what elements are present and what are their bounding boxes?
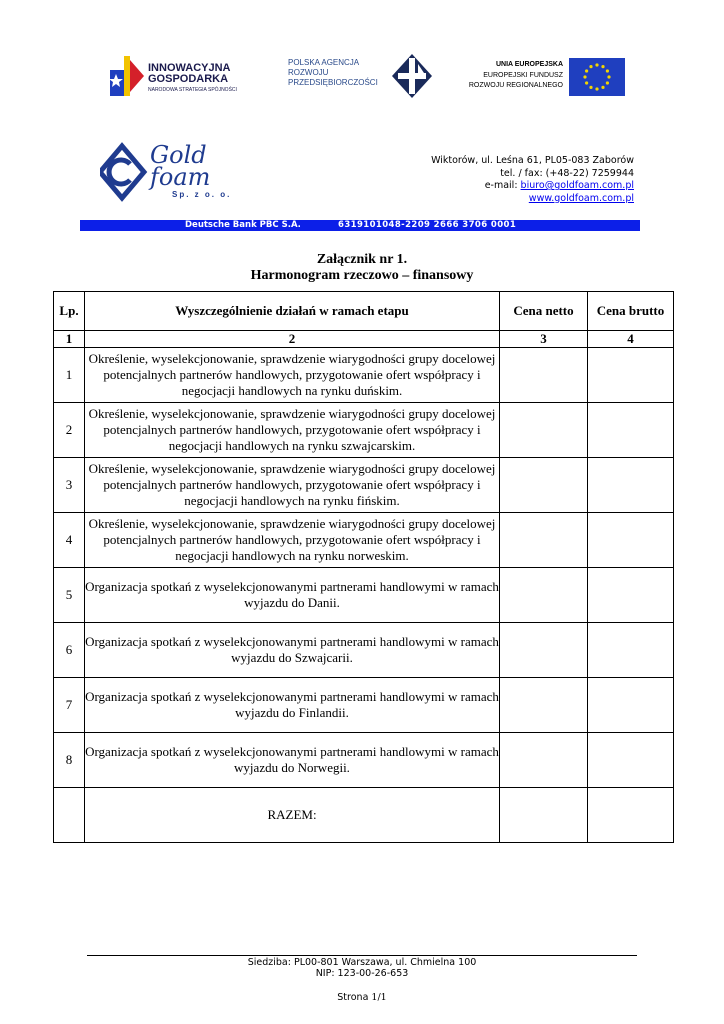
- bank-bar: [80, 220, 640, 231]
- website-link[interactable]: www.goldfoam.com.pl: [528, 192, 634, 204]
- header-gross-price: Cena brutto: [588, 292, 674, 331]
- row-net-price[interactable]: [500, 678, 588, 733]
- row-gross-price[interactable]: [588, 678, 674, 733]
- footer-divider: [87, 955, 637, 956]
- table-row: [54, 513, 674, 568]
- column-number: 4: [588, 331, 674, 348]
- company-phone: tel. / fax: (+48-22) 7259944: [500, 167, 634, 179]
- parp-line1: POLSKA AGENCJA: [288, 58, 360, 67]
- column-number: 1: [54, 331, 85, 348]
- row-gross-price[interactable]: [588, 348, 674, 403]
- row-gross-price[interactable]: [588, 623, 674, 678]
- column-number: 2: [85, 331, 500, 348]
- page-total: 1: [380, 992, 387, 1003]
- contact-block: [431, 155, 634, 205]
- ig-line2: GOSPODARKA: [148, 73, 229, 85]
- table-row: [54, 568, 674, 623]
- goldfoam-emblem-icon: [100, 142, 150, 202]
- ig-line1: INNOWACYJNA: [148, 62, 231, 74]
- schedule-table: [53, 291, 674, 843]
- eu-line3: ROZWOJU REGIONALNEGO: [468, 82, 563, 89]
- row-lp: 6: [54, 623, 85, 678]
- innowacyjna-gospodarka-logo: [110, 54, 260, 98]
- parp-line2: ROZWOJU: [288, 68, 329, 77]
- document-title: Załącznik nr 1.: [316, 252, 408, 267]
- row-net-price[interactable]: [500, 403, 588, 458]
- row-gross-price[interactable]: [588, 513, 674, 568]
- eu-line2: EUROPEJSKI FUNDUSZ: [483, 72, 563, 79]
- goldfoam-logo: [100, 142, 230, 202]
- row-net-price[interactable]: [500, 733, 588, 788]
- table-row: [54, 403, 674, 458]
- row-lp: 3: [54, 458, 85, 513]
- row-description: Organizacja spotkań z wyselekcjonowanymi partnerami handlowymi w ramach wyjazdu do Danii.: [85, 568, 500, 623]
- email-link[interactable]: biuro@goldfoam.com.pl: [520, 180, 634, 191]
- footer-seat: Siedziba: PL00-801 Warszawa, ul. Chmielna 100: [247, 957, 477, 968]
- eu-line1: UNIA EUROPEJSKA: [495, 61, 563, 68]
- row-description: Organizacja spotkań z wyselekcjonowanymi partnerami handlowymi w ramach wyjazdu do Szwajcarii.: [85, 623, 500, 678]
- company-email-line: [431, 180, 634, 193]
- bank-name: Deutsche Bank PBC S.A.: [185, 220, 301, 230]
- row-net-price[interactable]: [500, 348, 588, 403]
- row-net-price[interactable]: [500, 568, 588, 623]
- parp-diamond-icon: [392, 54, 432, 98]
- goldfoam-suffix: Sp. z o. o.: [172, 190, 232, 199]
- eu-logo: [465, 56, 625, 96]
- row-description: Organizacja spotkań z wyselekcjonowanymi partnerami handlowymi w ramach wyjazdu do Finlandii.: [85, 678, 500, 733]
- goldfoam-word2: foam: [150, 163, 211, 191]
- row-net-price[interactable]: [500, 458, 588, 513]
- row-gross-price[interactable]: [588, 733, 674, 788]
- column-number-row: [54, 331, 674, 348]
- row-lp: 4: [54, 513, 85, 568]
- total-label: RAZEM:: [85, 788, 500, 843]
- row-lp: 5: [54, 568, 85, 623]
- total-net-price[interactable]: [500, 788, 588, 843]
- ig-line3: NARODOWA STRATEGIA SPÓJNOŚCI: [148, 87, 237, 93]
- header-net-price: Cena netto: [500, 292, 588, 331]
- row-gross-price[interactable]: [588, 458, 674, 513]
- row-description: Określenie, wyselekcjonowanie, sprawdzenie wiarygodności grupy docelowej potencjalnych partnerów handlowych, przygotowanie ofert współpracy i negocjacji handlowych na rynku norweskim.: [85, 513, 500, 568]
- row-lp: 7: [54, 678, 85, 733]
- row-lp: 1: [54, 348, 85, 403]
- row-gross-price[interactable]: [588, 403, 674, 458]
- row-gross-price[interactable]: [588, 568, 674, 623]
- eu-flag-icon: [569, 58, 625, 96]
- row-description: Organizacja spotkań z wyselekcjonowanymi partnerami handlowymi w ramach wyjazdu do Norwegii.: [85, 733, 500, 788]
- row-net-price[interactable]: [500, 513, 588, 568]
- table-row: [54, 623, 674, 678]
- header-lp: Lp.: [54, 292, 85, 331]
- parp-logo: [288, 54, 438, 98]
- page-label: Strona: [337, 992, 372, 1003]
- column-number: 3: [500, 331, 588, 348]
- table-row: [54, 348, 674, 403]
- row-lp: 2: [54, 403, 85, 458]
- document-subtitle: Harmonogram rzeczowo – finansowy: [250, 268, 474, 283]
- table-header-row: [54, 292, 674, 331]
- parp-line3: PRZEDSIĘBIORCZOŚCI: [288, 78, 378, 87]
- page-separator: /: [377, 992, 381, 1003]
- bank-account: 6319101048-2209 2666 3706 0001: [338, 220, 517, 230]
- total-lp: [54, 788, 85, 843]
- table-row: [54, 733, 674, 788]
- header-description: Wyszczególnienie działań w ramach etapu: [85, 292, 500, 331]
- row-net-price[interactable]: [500, 623, 588, 678]
- star-flag-icon: [110, 56, 144, 96]
- goldfoam-word1: Gold: [150, 141, 207, 169]
- row-lp: 8: [54, 733, 85, 788]
- footer-nip: NIP: 123-00-26-653: [315, 968, 409, 979]
- table-row: [54, 458, 674, 513]
- email-label: e-mail:: [484, 180, 521, 191]
- total-row: [54, 788, 674, 843]
- table-row: [54, 678, 674, 733]
- row-description: Określenie, wyselekcjonowanie, sprawdzenie wiarygodności grupy docelowej potencjalnych partnerów handlowych, przygotowanie ofert współpracy i negocjacji handlowych na rynku szwajcarskim.: [85, 403, 500, 458]
- page-number: 1: [371, 992, 378, 1003]
- company-address: Wiktorów, ul. Leśna 61, PL05-083 Zaborów: [431, 155, 634, 166]
- row-description: Określenie, wyselekcjonowanie, sprawdzenie wiarygodności grupy docelowej potencjalnych partnerów handlowych, przygotowanie ofert współpracy i negocjacji handlowych na rynku fińskim.: [85, 458, 500, 513]
- footer-page: [0, 992, 724, 1003]
- row-description: Określenie, wyselekcjonowanie, sprawdzenie wiarygodności grupy docelowej potencjalnych partnerów handlowych, przygotowanie ofert współpracy i negocjacji handlowych na rynku duńskim.: [85, 348, 500, 403]
- total-gross-price[interactable]: [588, 788, 674, 843]
